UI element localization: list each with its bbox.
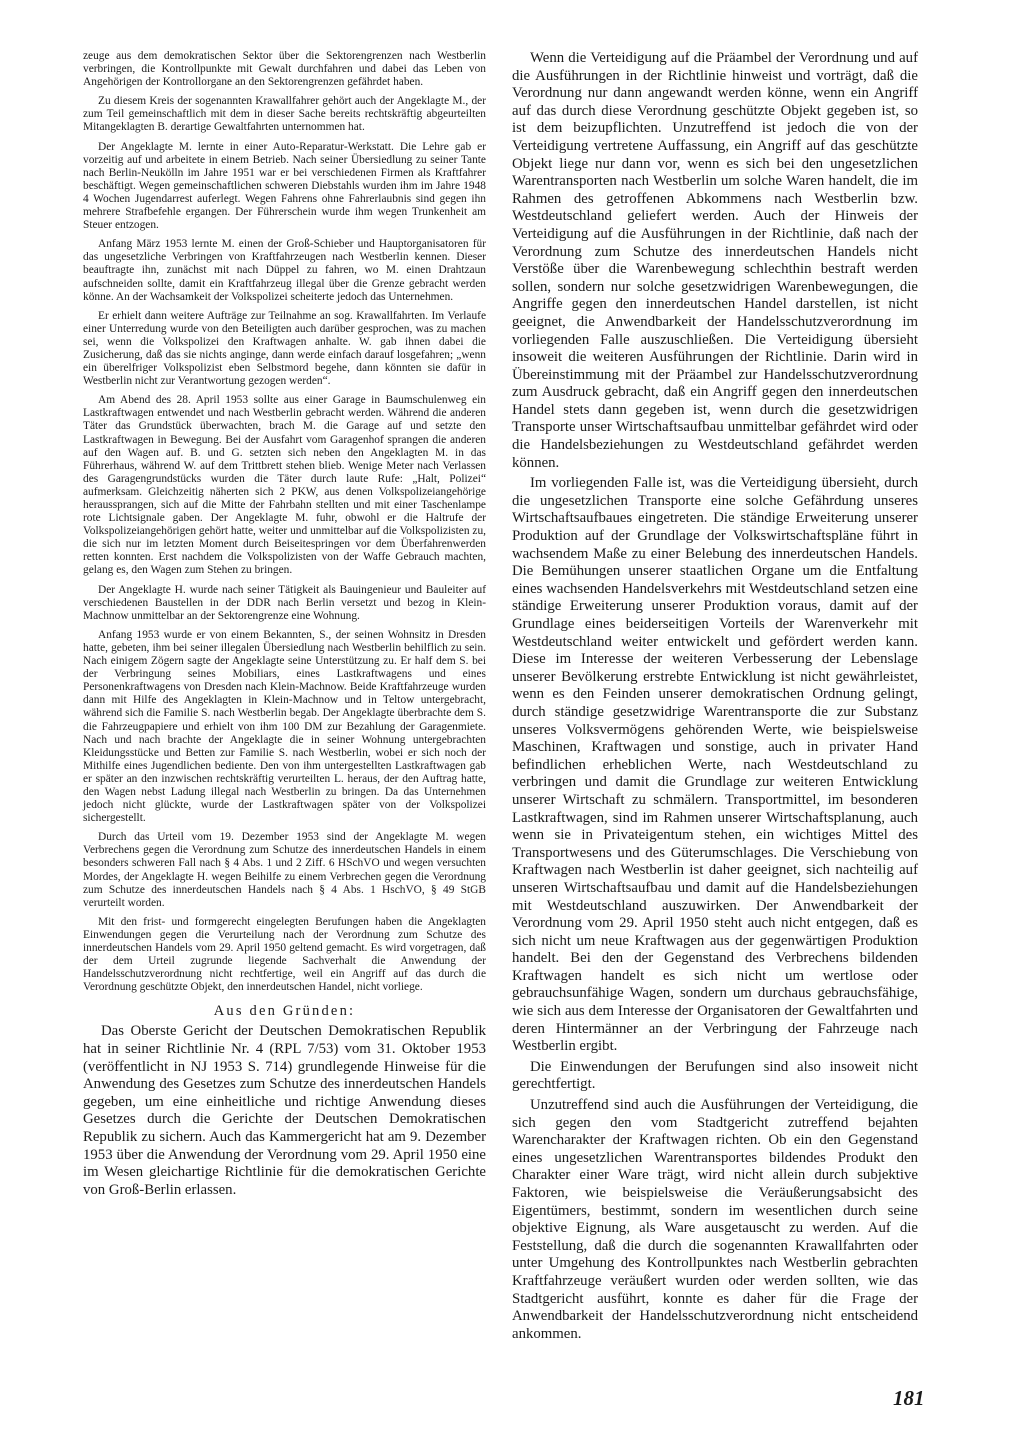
paragraph: Am Abend des 28. April 1953 sollte aus einer Garage in Baumschulenweg ein Lastkraftwagen entwendet und nach Westberlin gebracht werden. Während die anderen Täter das Grundstück überwachten, brach M. die Garage auf und setzte den Lastkraftwagen in Bewegung. Bei der Ausfahrt vom Garagenhof sprangen die anderen auf den Wagen auf. B. und G. setzten sich neben den Angeklagten M. in das Führerhaus, während W. auf dem Trittbrett stehen blieb. Wenige Meter nach Verlassen des Garagengrundstücks wurden die Täter durch laute Rufe: „Halt, Polizei“ aufmerksam. Gleichzeitig näherten sich 2 PKW, aus denen Volkspolizeiangehörige heraussprangen, sich auf die Mitte der Fahrbahn stellten und mit einer Taschenlampe rote Lichtsignale gaben. Der Angeklagte M. fuhr, obwohl er die Haltrufe der Volkspolizeiangehörigen gehört hatte, weiter und unmittelbar auf die Volkspolizisten zu, die sich nur im letzten Moment durch Beiseitespringen vor dem Überfahrenwerden retten konnten. Erst nachdem die Volkspolizisten von der Waffe Gebrauch machten, gelang es, den Wagen zum Stehen zu bringen. <box>83 394 486 577</box>
paragraph: Wenn die Verteidigung auf die Präambel der Verordnung und auf die Ausführungen in der Richtlinie hinweist und vorträgt, daß die Verordnung nur dann angewandt werden könne, wenn ein Angriff auf das durch diese Verordnung geschützte Objekt gegeben ist, so ist dem beizupflichten. Unzutreffend ist jedoch die von der Verteidigung vertretene Auffassung, ein Angriff auf das geschützte Objekt liege nur dann vor, wenn es sich bei den ungesetzlichen Warentransporten nach Westberlin um solche Waren handelt, die im Rahmen des getroffenen Abkommens nach Westberlin bzw. Westdeutschland geliefert werden. Auch der Hinweis der Verteidigung auf die Ausführungen in der Richtlinie, daß nach der Verordnung zum Schutze des innerdeutschen Handels nicht Verstöße über die Warenbewegung schlechthin bestraft werden sollen, sondern nur solche gesetzwidrigen Warenbewegungen, die Angriffe gegen den innerdeutschen Handel darstellen, ist nicht geeignet, die Anwendbarkeit der Handelsschutzverordnung im vorliegenden Falle auszuschließen. Die Verteidigung übersieht insoweit die weiteren Ausführungen der Richtlinie. Darin wird in Übereinstimmung mit der Präambel zur Handelsschutzverordnung zum Ausdruck gebracht, daß ein Angriff gegen den innerdeutschen Handel stets dann gegeben ist, wenn durch die gesetzwidrigen Transporte unser Wirtschaftsaufbau unmittelbar gefährdet wird oder die Handelsbeziehungen zu Westdeutschland gefährdet werden können. <box>512 50 918 471</box>
case-facts <box>83 50 486 994</box>
paragraph: Die Einwendungen der Berufungen sind also insoweit nicht gerechtfertigt. <box>512 1058 918 1093</box>
right-column <box>512 50 918 1343</box>
paragraph: Er erhielt dann weitere Aufträge zur Teilnahme an sog. Krawallfahrten. Im Verlaufe einer Unterredung wurde von den Beteiligten auch darüber gesprochen, was zu machen sei, wenn die Volkspolizei den Kraftwagen anhalte. W. gab ihnen dabei die Zusicherung, daß das sie nichts anginge, dann werde einfach darauf losgefahren; „wenn ein überelfriger Volkspolizist eben Selbstmord begehe, dann könnten sie dafür in Westberlin nicht zur Verantwortung gezogen werden“. <box>83 309 486 388</box>
paragraph: zeuge aus dem demokratischen Sektor über die Sektorengrenzen nach Westberlin verbringen, die Kontrollpunkte mit Gewalt durchfahren und dabei das Leben von Angehörigen der Kontrollorgane an den Sektorengrenzen gefährdet haben. <box>83 50 486 89</box>
paragraph: Im vorliegenden Falle ist, was die Verteidigung übersieht, durch die ungesetzlichen Transporte eine solche Gefährdung unseres Wirtschaftsaufbaues eingetreten. Die ständige Erweiterung unserer Produktion auf der Grundlage der Volkswirtschaftspläne führt in wachsendem Maße zu einer Belebung des innerdeutschen Handels. Die Bemühungen unserer staatlichen Organe um die Entfaltung eines wachsenden Handelsverkehrs mit Westdeutschland setzen eine ständige Erweiterung unserer Produktion voraus, damit auf der Grundlage eines beiderseitigen Vorteils der Warenverkehr mit Westdeutschland weiter entwickelt und gefördert werden kann. Diese im Interesse der weiteren Verbesserung der Lebenslage unserer Bevölkerung erstrebte Entwicklung ist nicht gewährleistet, wenn es den Feinden unserer demokratischen Ordnung gelingt, durch ständige gesetzwidrige Warentransporte die zur Substanz unseres Volksvermögens gehörenden Werte, wie beispielsweise Maschinen, Kraftwagen und sonstige, auch in privater Hand befindlichen erheblichen Werte, nach Westdeutschland zu verbringen und damit die Grundlage zur weiteren Entwicklung unserer Wirtschaft zu schmälern. Transportmittel, im besonderen Lastkraftwagen, sind im Rahmen unserer Wirtschaftsplanung, auch wenn sie in Privateigentum stehen, ein wichtiges Mittel des Transportwesens und des Güterumschlages. Die Verschiebung von Kraftwagen nach Westberlin ist daher geeignet, sich nachteilig auf unseren Wirtschaftsaufbau und damit auf die Handelsbeziehungen mit Westdeutschland auszuwirken. Der Anwendbarkeit der Verordnung vom 29. April 1950 steht auch nicht entgegen, daß es sich nicht um neue Kraftwagen aus der gegenwärtigen Produktion handelt. Bei den der Gegenstand des Verbrechens bildenden Kraftwagen handelt es sich nicht um wertlose oder gebrauchsunfähige Wagen, sondern um durchaus gebrauchsfähige, wie sich aus dem Interesse der Organisatoren der Gewaltfahrten und deren Hintermänner an der Verbringung der Fahrzeuge nach Westberlin ergibt. <box>512 475 918 1055</box>
paragraph: Der Angeklagte M. lernte in einer Auto-Reparatur-Werkstatt. Die Lehre gab er vorzeitig auf und arbeitete in einem Betrieb. Nach seiner Übersiedlung zu seiner Tante nach Berlin-Neukölln im Jahre 1951 war er bei verschiedenen Firmen als Kraftfahrer beschäftigt. Wegen gemeinschaftlichen schweren Diebstahls wurden ihm im Jahre 1948 4 Wochen Jugendarrest auferlegt. Wegen Fahrens ohne Fahrerlaubnis sind gegen ihn mehrere Strafbefehle ergangen. Der Führerschein wurde ihm wegen Trunkenheit am Steuer entzogen. <box>83 140 486 232</box>
reasons-intro <box>83 1023 486 1199</box>
paragraph: Das Oberste Gericht der Deutschen Demokratischen Republik hat in seiner Richtlinie Nr. 4 (RPL 7/53) vom 31. Oktober 1953 (veröffentlicht in NJ 1953 S. 714) grundlegende Hinweise für die Anwendung des Gesetzes zum Schutze des innerdeutschen Handels gegeben, um eine einheitliche und richtige Anwendung dieses Gesetzes durch die Gerichte der Deutschen Demokratischen Republik zu sichern. Auch das Kammergericht hat am 9. Dezember 1953 über die Anwendung der Verordnung vom 29. April 1950 eine im Wesen gleichartige Richtlinie für die demokratischen Gerichte von Groß-Berlin erlassen. <box>83 1023 486 1198</box>
paragraph: Anfang 1953 wurde er von einem Bekannten, S., der seinen Wohnsitz in Dresden hatte, gebeten, ihm bei seiner illegalen Übersiedlung nach Westberlin behilflich zu sein. Nach einigem Zögern sagte der Angeklagte seine Unterstützung zu. Er half dem S. bei der Verbringung seines Mobiliars, eines Lastkraftwagens und eines Personenkraftwagens von Dresden nach Klein-Machnow. Beide Kraftfahrzeuge wurden dann mit Hilfe des Angeklagten in Klein-Machnow und in Teltow untergebracht, während sich die Familie S. nach Westberlin begab. Der Angeklagte überbrachte dem S. die Fahrzeugpapiere und erhielt von ihm 100 DM zur Bezahlung der Garagenmiete. Nach und nach brachte der Angeklagte die in seiner Wohnung untergebrachten Kleidungsstücke und Betten zur Familie S. nach Westberlin, wobei er sich noch der Mithilfe eines Jugendlichen bediente. Den von ihm untergestellten Lastkraftwagen gab er später an den inzwischen rechtskräftig verurteilten L. heraus, der den Auftrag hatte, den Wagen nebst Ladung illegal nach Westberlin zu bringen. Da das Unternehmen jedoch nicht glückte, wurde der Lastkraftwagen später von der Volkspolizei sichergestellt. <box>83 628 486 825</box>
paragraph: Durch das Urteil vom 19. Dezember 1953 sind der Angeklagte M. wegen Verbrechens gegen die Verordnung zum Schutze des innerdeutschen Handels in einem besonders schweren Fall nach § 4 Abs. 1 und 2 Ziff. 6 HSchVO und wegen versuchten Mordes, der Angeklagte H. wegen Beihilfe zu einem Verbrechen gegen die Verordnung zum Schutze des innerdeutschen Handels nach § 4 Abs. 1 HschVO, § 49 StGB verurteilt worden. <box>83 831 486 909</box>
paragraph: Mit den frist- und formgerecht eingelegten Berufungen haben die Angeklagten Einwendungen gegen die Verurteilung nach der Verordnung zum Schutze des innerdeutschen Handels vom 29. April 1950 geltend gemacht. Es wird vorgetragen, daß der dem Urteil zugrunde liegende Sachverhalt die Anwendung der Handelsschutzverordnung nicht rechtfertige, weil ein Angriff auf das durch die Verordnung geschützte Objekt, den innerdeutschen Handel, nicht vorliege. <box>83 915 486 994</box>
paragraph: Anfang März 1953 lernte M. einen der Groß-Schieber und Hauptorganisatoren für das ungesetzliche Verbringen von Kraftfahrzeugen nach Westberlin kennen. Dieser beauftragte ihn, zunächst mit nach Düppel zu fahren, wo M. einen Drahtzaun aufschneiden sollte, damit ein Kraftfahrzeug illegal über die Grenze gebracht werden könne. An der Wachsamkeit der Volkspolizei scheiterte jedoch das Unternehmen. <box>83 238 486 303</box>
left-column <box>83 50 486 1199</box>
paragraph: Zu diesem Kreis der sogenannten Krawallfahrer gehört auch der Angeklagte M., der zum Teil gemeinschaftlich mit dem in dieser Sache bereits rechtskräftig abgeurteilten Mitangeklagten B. derartige Gewaltfahrten unternommen hat. <box>83 95 486 134</box>
page-number: 181 <box>893 1386 925 1410</box>
paragraph: Unzutreffend sind auch die Ausführungen der Verteidigung, die sich gegen den vom Stadtgericht zutreffend bejahten Warencharakter der Kraftwagen richten. Ob ein den Gegenstand eines ungesetzlichen Warentransportes bildendes Produkt den Charakter einer Ware trägt, wird nicht allein durch subjektive Faktoren, wie beispielsweise die Veräußerungsabsicht des Eigentümers, bestimmt, sondern im wesentlichen durch seine objektive Eignung, als Ware ausgetauscht zu werden. Auf die Feststellung, daß die durch die sogenannten Krawallfahrten oder unter Umgehung des Kontrollpunktes nach Westberlin gebrachten Kraftfahrzeuge veräußert wurden oder werden sollten, wie das Stadtgericht ausführt, konnte es daher für die Frage der Anwendbarkeit der Handelsschutzverordnung nicht entscheidend ankommen. <box>512 1097 918 1342</box>
section-heading: Aus den Gründen: <box>213 1003 356 1020</box>
paragraph: Der Angeklagte H. wurde nach seiner Tätigkeit als Bauingenieur und Bauleiter auf verschiedenen Baustellen in der DDR nach Berlin versetzt und bezog in Klein-Machnow unmittelbar an der Sektorengrenze eine Wohnung. <box>83 583 486 622</box>
